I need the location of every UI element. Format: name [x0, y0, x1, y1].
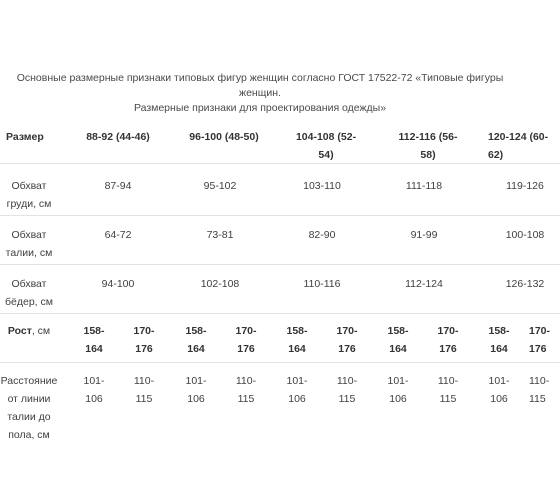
distance-cell: 101- 106 — [83, 375, 105, 405]
row-label-hips: Обхват бёдер, см — [5, 278, 53, 308]
header-size: 96-100 (48-50) — [189, 131, 259, 143]
table-cell: 103-110 — [303, 180, 341, 192]
distance-cell: 101- 106 — [185, 375, 207, 405]
row-label-waist-to-floor: Расстояние от линии талии до пола, см — [0, 375, 58, 441]
height-cell: 170- 176 — [336, 325, 358, 355]
table-cell: 119-126 — [506, 180, 544, 192]
table-cell: 73-81 — [206, 229, 234, 241]
distance-cell: 101- 106 — [387, 375, 409, 405]
height-cell: 158- 164 — [185, 325, 207, 355]
height-cell: 158- 164 — [286, 325, 308, 355]
distance-cell: 110- 115 — [133, 375, 155, 405]
row-label-height-unit: , см — [31, 325, 51, 337]
row-divider — [0, 215, 560, 216]
row-divider — [0, 362, 560, 363]
distance-cell: 110- 115 — [336, 375, 358, 405]
table-cell: 95-102 — [203, 180, 237, 192]
table-cell: 110-116 — [303, 278, 341, 290]
height-cell: 158- 164 — [387, 325, 409, 355]
table-cell: 126-132 — [505, 278, 545, 290]
row-label-height-bold: Рост — [7, 325, 32, 337]
header-size: 120-124 (60- 62) — [488, 131, 549, 161]
height-cell: 158- 164 — [83, 325, 105, 355]
row-divider — [0, 313, 560, 314]
table-cell: 94-100 — [101, 278, 135, 290]
height-cell: 170- 176 — [133, 325, 155, 355]
caption-line-2: Размерные признаки для проектирования одежды» — [133, 102, 387, 114]
height-cell: 170- 176 — [235, 325, 257, 355]
height-cell: 158- 164 — [488, 325, 510, 355]
row-label-chest: Обхват груди, см — [6, 180, 52, 210]
height-cell: 170- 176 — [437, 325, 459, 355]
table-cell: 91-99 — [410, 229, 438, 241]
table-cell: 82-90 — [308, 229, 336, 241]
table-cell: 87-94 — [104, 180, 132, 192]
distance-cell: 110- 115 — [529, 375, 550, 405]
table-cell: 102-108 — [200, 278, 240, 290]
row-label-height — [0, 322, 58, 340]
row-divider — [0, 264, 560, 265]
table-cell: 100-108 — [505, 229, 545, 241]
table-cell: 64-72 — [104, 229, 132, 241]
table-cell: 111-118 — [405, 180, 443, 192]
distance-cell: 110- 115 — [235, 375, 257, 405]
caption-line-1: Основные размерные признаки типовых фигур женщин согласно ГОСТ 17522-72 «Типовые фигуры женщин. — [16, 72, 504, 99]
height-cell: 170- 176 — [529, 325, 551, 355]
header-size: 104-108 (52- 54) — [295, 131, 357, 161]
row-label-waist: Обхват талии, см — [5, 229, 53, 259]
distance-cell: 110- 115 — [437, 375, 459, 405]
header-size: 112-116 (56- 58) — [398, 131, 458, 161]
distance-cell: 101- 106 — [488, 375, 510, 405]
size-table-caption — [0, 71, 520, 116]
row-divider — [0, 163, 560, 164]
table-cell: 112-124 — [405, 278, 443, 290]
header-label: Размер — [6, 131, 44, 143]
header-size: 88-92 (44-46) — [86, 131, 150, 143]
distance-cell: 101- 106 — [286, 375, 308, 405]
